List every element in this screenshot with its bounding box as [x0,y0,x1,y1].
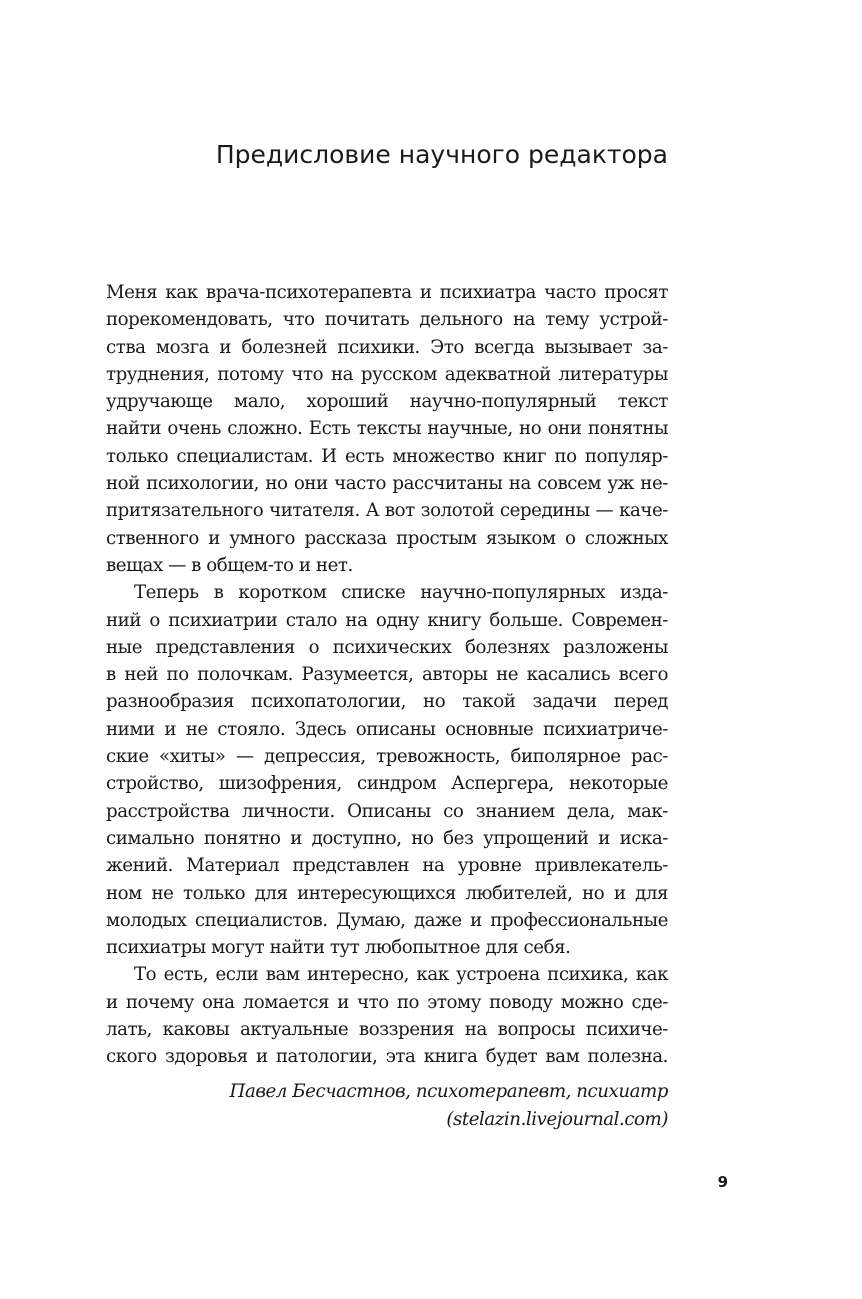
paragraph-3-line: лать, каковы актуальные воззрения на вопросы психиче- [106,1019,668,1041]
paragraph-3-line: То есть, если вам интересно, как устроена психика, как [134,964,668,986]
paragraph-2-line: ний о психиатрии стало на одну книгу больше. Современ- [106,609,668,631]
paragraph-2-line: стройство, шизофрения, синдром Аспергера, некоторые [106,773,668,795]
signature-author: Павел Бесчастнов, психотерапевт, психиатр [229,1081,668,1102]
paragraph-2-line: в ней по полочкам. Разумеется, авторы не касались всего [106,664,668,686]
paragraph-2-line: ном не только для интересующихся любителей, но и для [106,882,668,904]
paragraph-2-line: ними и не стояло. Здесь описаны основные психиатриче- [106,718,668,740]
paragraph-3-line: и почему она ломается и что по этому поводу можно сде- [106,991,668,1013]
paragraph-1-line: ственного и умного рассказа простым языком о сложных [106,527,668,549]
page-title: Предисловие научного редактора [215,140,668,169]
paragraph-2-line: психиатры могут найти тут любопытное для себя. [106,937,571,959]
paragraph-3-line: ского здоровья и патологии, эта книга будет вам полезна. [106,1046,668,1068]
signature-block [106,1078,668,1134]
paragraph-1-line: найти очень сложно. Есть тексты научные, но они понятны [106,418,668,440]
paragraph-1-line: Меня как врача-психотерапевта и психиатра часто просят [106,282,668,303]
body-text [106,279,668,1071]
paragraph-2-line: Теперь в коротком списке научно-популярных изда- [134,582,668,604]
paragraph-1-line: труднения, потому что на русском адекватной литературы [106,363,668,385]
paragraph-1-line: удручающе мало, хороший научно-популярный текст [106,391,668,413]
signature-source: (stelazin.livejournal.com) [446,1109,668,1130]
paragraph-1-line: притязательного читателя. А вот золотой середины — каче- [106,500,668,522]
paragraph-2-line: симально понятно и доступно, но без упрощений и иска- [106,827,668,849]
paragraph-1-line: только специалистам. И есть множество книг по популяр- [106,445,668,467]
paragraph-2-line: жений. Материал представлен на уровне привлекатель- [106,855,668,877]
paragraph-2-line: расстройства личности. Описаны со знанием дела, мак- [106,800,668,822]
paragraph-2-line: ные представления о психических болезнях разложены [106,636,668,658]
paragraph-1-line: ной психологии, но они часто рассчитаны на совсем уж не- [106,473,668,495]
paragraph-2-line: ские «хиты» — депрессия, тревожность, биполярное рас- [106,746,668,768]
paragraph-1-line: ства мозга и болезней психики. Это всегда вызывает за- [106,336,668,358]
paragraph-1-line: вещах — в общем-то и нет. [106,554,353,576]
page-number: 9 [717,1173,728,1191]
paragraph-1-line: порекомендовать, что почитать дельного на тему устрой- [106,309,668,331]
paragraph-2-line: молодых специалистов. Думаю, даже и профессиональные [106,909,668,931]
paragraph-2-line: разнообразия психопатологии, но такой задачи перед [106,691,668,713]
